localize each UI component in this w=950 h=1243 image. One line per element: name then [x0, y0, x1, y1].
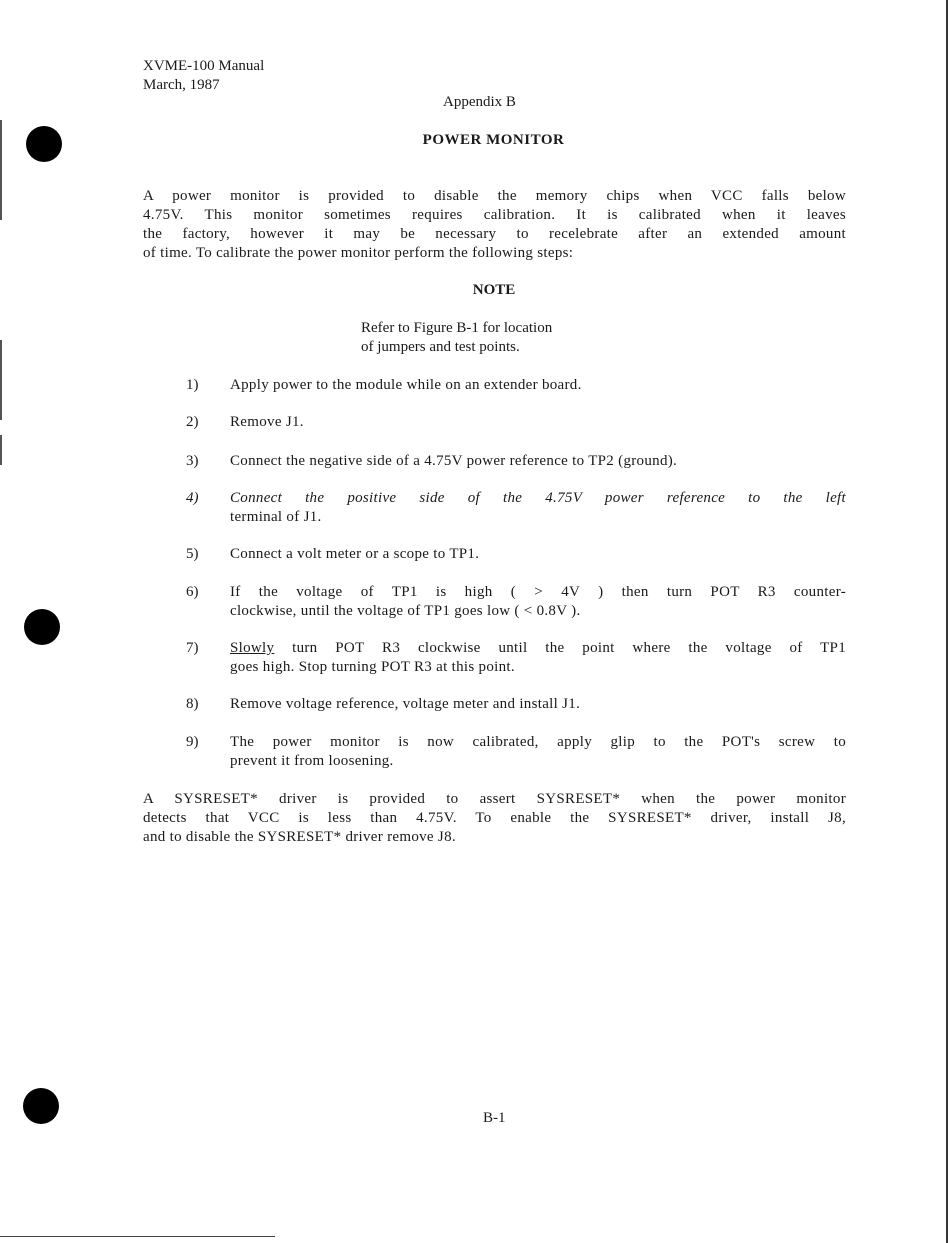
page-title: POWER MONITOR: [422, 132, 565, 148]
step-number: 9): [186, 734, 199, 750]
page-right-edge: [946, 0, 948, 1243]
paragraph-line: 4.75V. This monitor sometimes requires calibration. It is calibrated when it leaves: [143, 207, 846, 223]
step-text: [230, 583, 846, 621]
note-line: Refer to Figure B-1 for location: [361, 320, 553, 336]
paragraph-line: the factory, however it may be necessary to recelebrate after an extended amount: [143, 226, 846, 242]
binder-hole: [24, 609, 60, 645]
step-text: [230, 733, 846, 771]
manual-date: March, 1987: [143, 77, 220, 93]
step-text: [230, 545, 846, 564]
step-line-rest: turn POT R3 clockwise until the point where the voltage of TP1: [274, 640, 846, 656]
paragraph-line: A power monitor is provided to disable the memory chips when VCC falls below: [143, 188, 846, 204]
step-text: [230, 695, 846, 714]
step-text: [230, 452, 846, 471]
bottom-rule: [0, 1236, 275, 1237]
paragraph-line: A SYSRESET* driver is provided to assert SYSRESET* when the power monitor: [143, 791, 846, 807]
scan-edge-mark: [0, 435, 2, 465]
step-number: 4): [186, 490, 199, 506]
step-line: prevent it from loosening.: [230, 753, 394, 769]
step-text: [230, 639, 846, 677]
appendix-label: Appendix B: [443, 94, 516, 110]
note-line: of jumpers and test points.: [361, 339, 520, 355]
step-number: 1): [186, 377, 199, 393]
step-line: Apply power to the module while on an extender board.: [230, 377, 582, 393]
step-line: Remove voltage reference, voltage meter and install J1.: [230, 696, 581, 712]
binder-hole: [23, 1088, 59, 1124]
step-line: Connect the positive side of the 4.75V power reference to the left: [230, 490, 846, 506]
step-text: [230, 376, 846, 395]
step-number: 6): [186, 584, 199, 600]
manual-name: XVME-100 Manual: [143, 58, 265, 74]
document-header: [143, 57, 264, 95]
step-line: clockwise, until the voltage of TP1 goes low ( < 0.8V ).: [230, 603, 581, 619]
note-heading: NOTE: [472, 282, 516, 298]
step-line: terminal of J1.: [230, 509, 322, 525]
step-text: [230, 413, 846, 432]
step-line: Connect the negative side of a 4.75V power reference to TP2 (ground).: [230, 453, 678, 469]
paragraph-line: and to disable the SYSRESET* driver remove J8.: [143, 829, 456, 845]
step-line: Remove J1.: [230, 414, 304, 430]
emphasis-word: Slowly: [230, 640, 275, 656]
step-number: 3): [186, 453, 199, 469]
step-line: [230, 639, 846, 658]
step-number: 5): [186, 546, 199, 562]
step-number: 7): [186, 640, 199, 656]
closing-paragraph: [143, 790, 846, 847]
intro-paragraph: [143, 187, 846, 263]
paragraph-line: detects that VCC is less than 4.75V. To enable the SYSRESET* driver, install J8,: [143, 810, 846, 826]
step-line: goes high. Stop turning POT R3 at this point.: [230, 659, 515, 675]
step-number: 2): [186, 414, 199, 430]
step-line: The power monitor is now calibrated, apply glip to the POT's screw to: [230, 734, 846, 750]
step-text: [230, 489, 846, 527]
scan-edge-mark: [0, 340, 2, 420]
step-line: Connect a volt meter or a scope to TP1.: [230, 546, 480, 562]
page-number: B-1: [483, 1110, 506, 1126]
step-line: If the voltage of TP1 is high ( > 4V ) then turn POT R3 counter-: [230, 584, 846, 600]
paragraph-line: of time. To calibrate the power monitor perform the following steps:: [143, 245, 574, 261]
note-body: [361, 319, 661, 357]
step-number: 8): [186, 696, 199, 712]
